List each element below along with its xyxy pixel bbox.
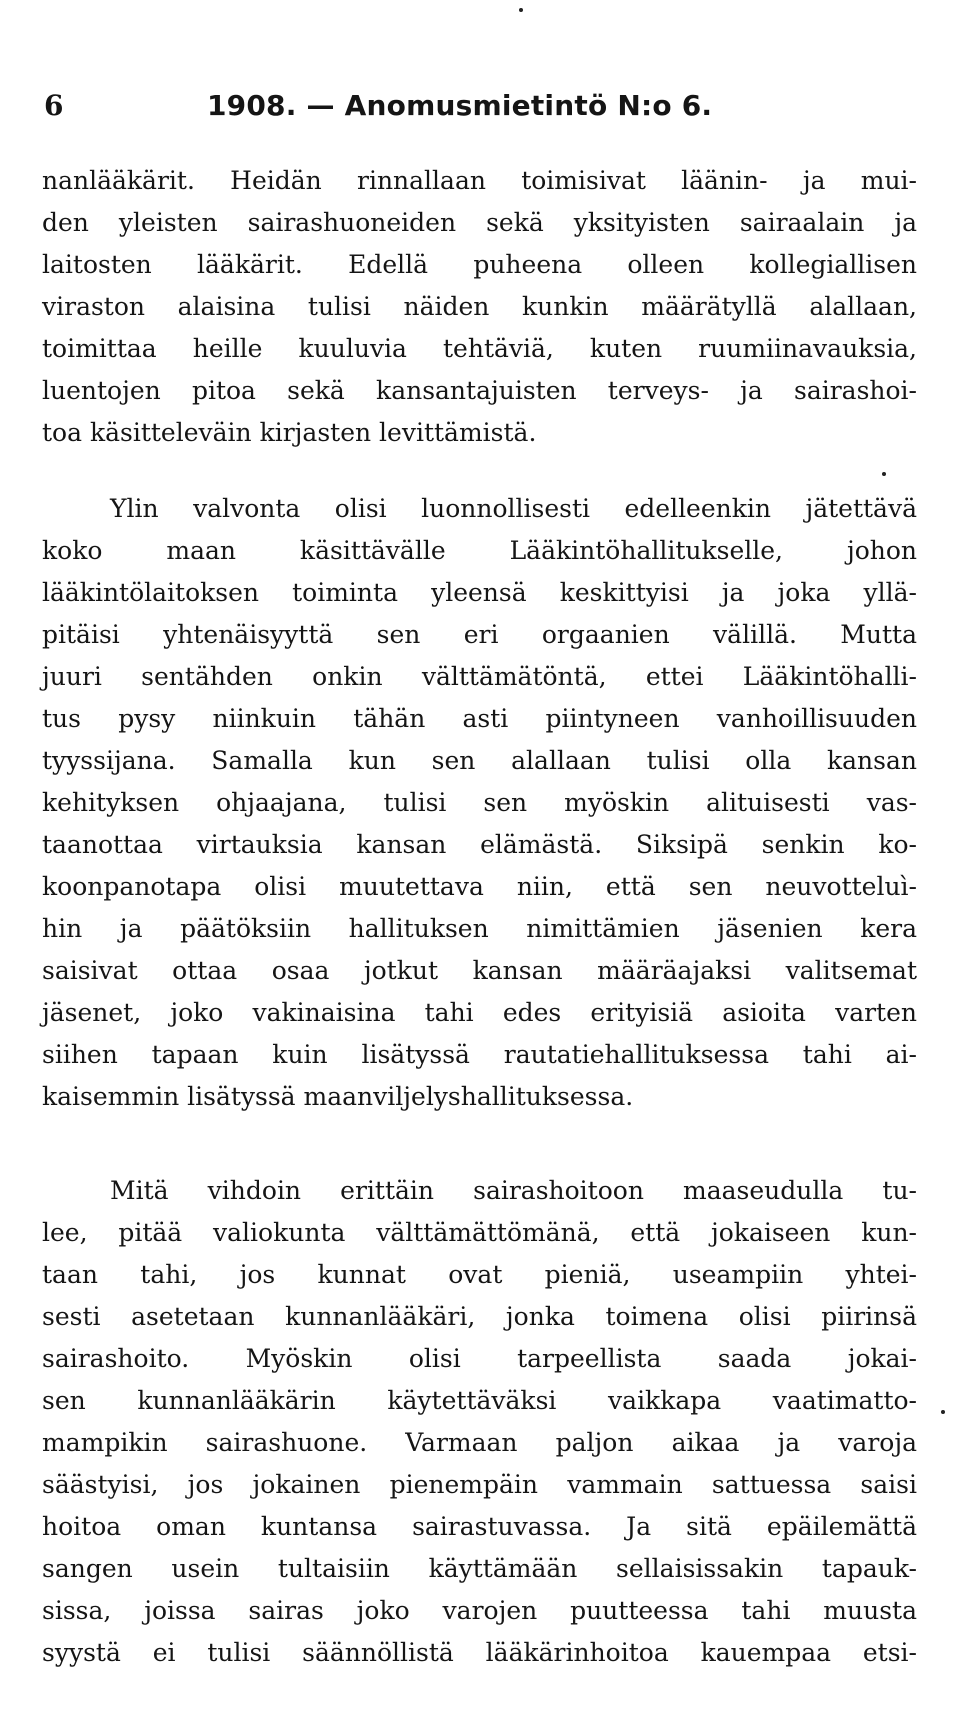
text-line: jäsenet, joko vakinaisina tahi edes erityisiä asioita varten: [42, 998, 917, 1027]
text-line: lääkintölaitoksen toiminta yleensä keskittyisi ja joka yllä-: [42, 578, 917, 607]
text-line: hin ja päätöksiin hallituksen nimittämien jäsenien kera: [42, 914, 917, 943]
text-line: nanlääkärit. Heidän rinnallaan toimisivat läänin- ja mui-: [42, 166, 917, 195]
text-line: tus pysy niinkuin tähän asti piintyneen vanhoillisuuden: [42, 704, 917, 733]
text-line: pitäisi yhtenäisyyttä sen eri orgaanien välillä. Mutta: [42, 620, 917, 649]
paragraph-spacing: [42, 454, 917, 488]
paragraph-1: [42, 160, 917, 454]
text-line: viraston alaisina tulisi näiden kunkin määrätyllä alallaan,: [42, 292, 917, 321]
text-line: lee, pitää valiokunta välttämättömänä, että jokaiseen kun-: [42, 1218, 917, 1247]
text-line: kaisemmin lisätyssä maanviljelyshallituksessa.: [42, 1082, 634, 1111]
text-line: koonpanotapa olisi muutettava niin, että sen neuvotteluì-: [42, 872, 917, 901]
text-line: säästyisi, jos jokainen pienempäin vammain sattuessa saisi: [42, 1470, 917, 1499]
paragraph-3: [42, 1170, 917, 1674]
text-line: laitosten lääkärit. Edellä puheena olleen kollegiallisen: [42, 250, 917, 279]
text-line: hoitoa oman kuntansa sairastuvassa. Ja sitä epäilemättä: [42, 1512, 917, 1541]
text-line: sissa, joissa sairas joko varojen puutteessa tahi muusta: [42, 1596, 917, 1625]
text-line: sangen usein tultaisiin käyttämään sellaisissakin tapauk-: [42, 1554, 917, 1583]
text-line: syystä ei tulisi säännöllistä lääkärinhoitoa kauempaa etsi-: [42, 1638, 917, 1667]
page-header: [44, 86, 744, 126]
text-line: Ylin valvonta olisi luonnollisesti edelleenkin jätettävä: [110, 494, 917, 523]
print-speck-right: [941, 1410, 945, 1414]
text-line: sen kunnanlääkärin käytettäväksi vaikkapa vaatimatto-: [42, 1386, 917, 1415]
text-line: sesti asetetaan kunnanlääkäri, jonka toimena olisi piirinsä: [42, 1302, 917, 1331]
text-line: taanottaa virtauksia kansan elämästä. Siksipä senkin ko-: [42, 830, 917, 859]
text-line: sairashoito. Myöskin olisi tarpeellista saada jokai-: [42, 1344, 917, 1373]
page-number: 6: [44, 89, 64, 122]
running-title: 1908. — Anomusmietintö N:o 6.: [207, 89, 713, 122]
text-line: tyyssijana. Samalla kun sen alallaan tulisi olla kansan: [42, 746, 917, 775]
document-body: [42, 160, 917, 1674]
paragraph-spacing: [42, 1118, 917, 1170]
text-line: Mitä vihdoin erittäin sairashoitoon maaseudulla tu-: [110, 1176, 917, 1205]
text-line: toa käsitteleväin kirjasten levittämistä.: [42, 418, 537, 447]
text-line: koko maan käsittävälle Lääkintöhallitukselle, johon: [42, 536, 917, 565]
text-line: toimittaa heille kuuluvia tehtäviä, kuten ruumiinavauksia,: [42, 334, 917, 363]
print-speck-top: [519, 8, 523, 12]
text-line: saisivat ottaa osaa jotkut kansan määräajaksi valitsemat: [42, 956, 917, 985]
text-line: taan tahi, jos kunnat ovat pieniä, useampiin yhtei-: [42, 1260, 917, 1289]
text-line: siihen tapaan kuin lisätyssä rautatiehallituksessa tahi ai-: [42, 1040, 917, 1069]
text-line: kehityksen ohjaajana, tulisi sen myöskin alituisesti vas-: [42, 788, 917, 817]
text-line: luentojen pitoa sekä kansantajuisten terveys- ja sairashoi-: [42, 376, 917, 405]
text-line: juuri sentähden onkin välttämätöntä, ettei Lääkintöhalli-: [42, 662, 917, 691]
text-line: mampikin sairashuone. Varmaan paljon aikaa ja varoja: [42, 1428, 917, 1457]
paragraph-2: [42, 488, 917, 1118]
text-line: den yleisten sairashuoneiden sekä yksityisten sairaalain ja: [42, 208, 917, 237]
